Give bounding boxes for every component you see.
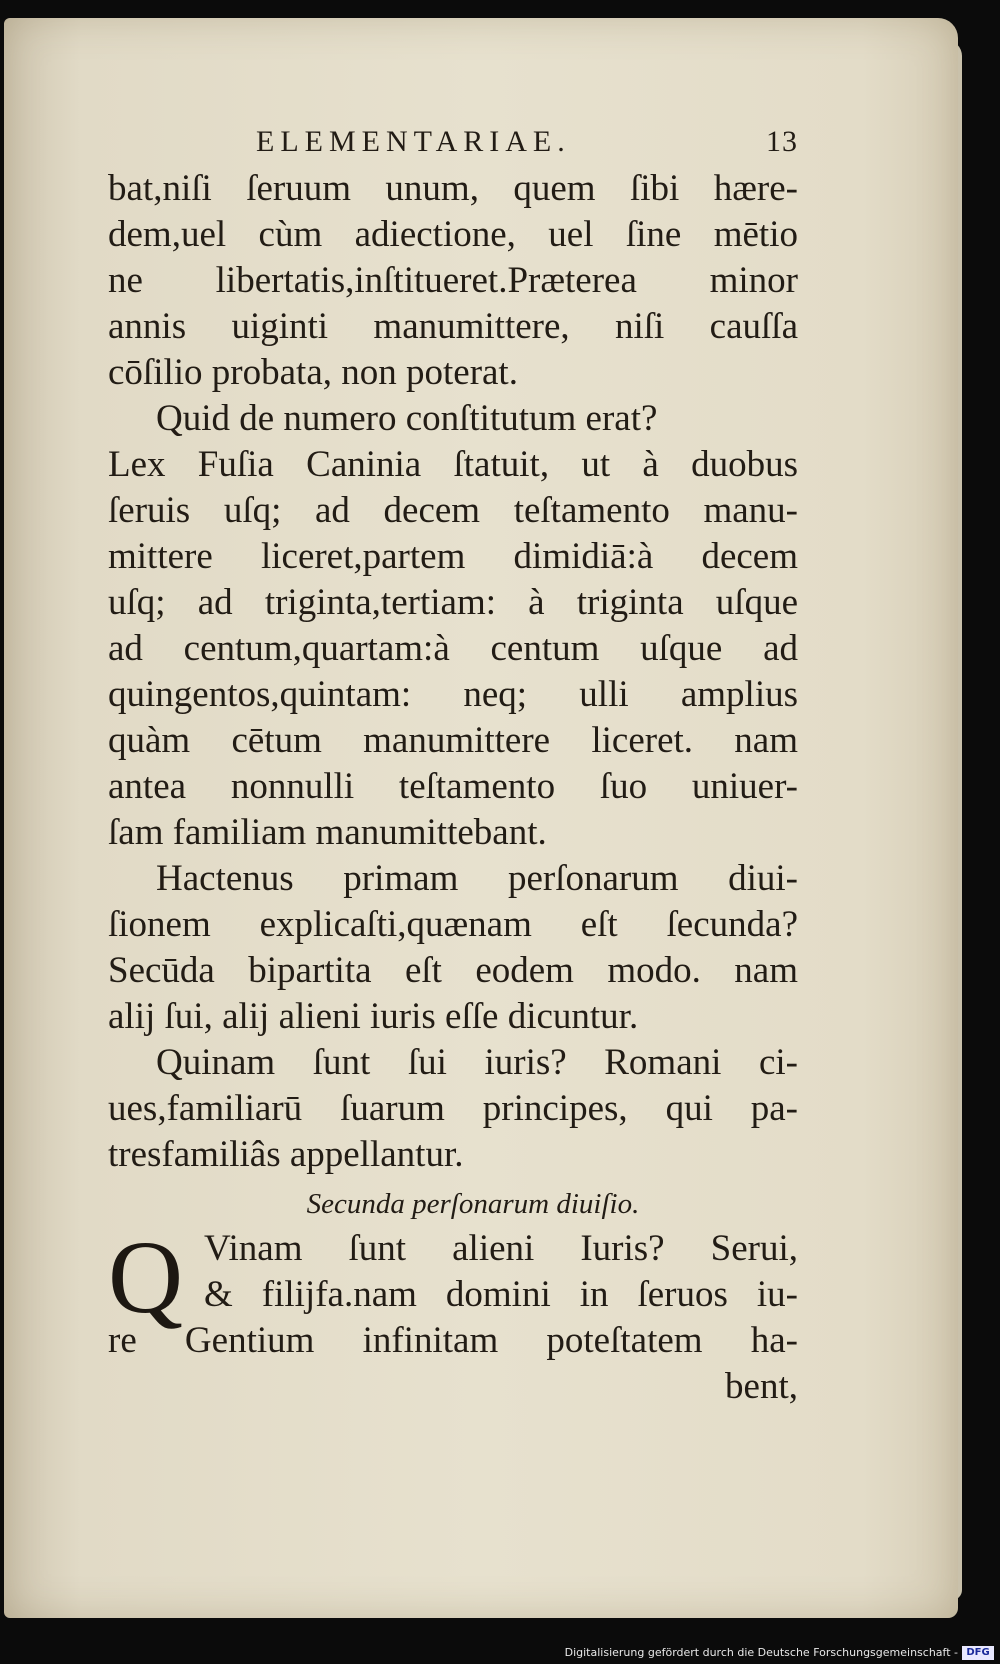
text-line: antea nonnulli teſtamento ſuo uniuer- <box>108 766 798 807</box>
text-line: & filijfa.nam domini in ſeruos iu- <box>204 1274 798 1315</box>
text-line: tresfamiliâs appellantur. <box>108 1134 464 1175</box>
text-line: re Gentium infinitam poteſtatem ha- <box>108 1320 798 1361</box>
running-head <box>108 118 798 166</box>
text-line: ne libertatis,inſtitueret.Præterea minor <box>108 260 798 301</box>
text-line: quingentos,quintam: neq; ulli amplius <box>108 674 798 715</box>
text-line: uſq; ad triginta,tertiam: à triginta uſque <box>108 582 798 623</box>
text-line: annis uiginti manumittere, niſi cauſſa <box>108 306 798 347</box>
text-line: Secūda bipartita eſt eodem modo. nam <box>108 950 798 991</box>
text-line: Quid de numero conſtitutum erat? <box>156 398 658 439</box>
paragraph-1 <box>108 166 798 396</box>
text-line: alij ſui, alij alieni iuris eſſe dicuntur. <box>108 996 639 1037</box>
text-line: ad centum,quartam:à centum uſque ad <box>108 628 798 669</box>
section-heading: Secunda perſonarum diuiſio. <box>306 1188 640 1220</box>
paragraph-5 <box>108 1220 798 1410</box>
paragraph-3 <box>108 856 798 1040</box>
text-line: ſionem explicaſti,quænam eſt ſecunda? <box>108 904 798 945</box>
paragraph-4 <box>108 1040 798 1178</box>
page-number: 13 <box>766 125 798 158</box>
text-line: ſeruis uſq; ad decem teſtamento manu- <box>108 490 798 531</box>
text-line: bat,niſi ſeruum unum, quem ſibi hære- <box>108 168 798 209</box>
text-line: ſam familiam manumittebant. <box>108 812 547 853</box>
text-line: Lex Fuſia Caninia ſtatuit, ut à duobus <box>108 444 798 485</box>
text-line: Quinam ſunt ſui iuris? Romani ci- <box>156 1042 798 1083</box>
dfg-logo: DFG <box>962 1646 994 1660</box>
text-line: cōſilio probata, non poterat. <box>108 352 518 393</box>
text-line: Hactenus primam perſonarum diui- <box>156 858 798 899</box>
text-line: Vinam ſunt alieni Iuris? Serui, <box>204 1228 798 1269</box>
digitization-credit: Digitalisierung gefördert durch die Deutsche Forschungsgemeinschaft - <box>564 1646 958 1659</box>
catchword: bent, <box>725 1366 798 1407</box>
text-line: dem,uel cùm adiectione, uel ſine mētio <box>108 214 798 255</box>
running-title: ELEMENTARIAE. <box>256 125 571 158</box>
text-line: mittere liceret,partem dimidiā:à decem <box>108 536 798 577</box>
drop-cap: Q <box>108 1220 184 1335</box>
text-line: quàm cētum manumittere liceret. nam <box>108 720 798 761</box>
page-text <box>108 118 798 1410</box>
paragraph-2 <box>108 396 798 856</box>
text-line: ues,familiarū ſuarum principes, qui pa- <box>108 1088 798 1129</box>
